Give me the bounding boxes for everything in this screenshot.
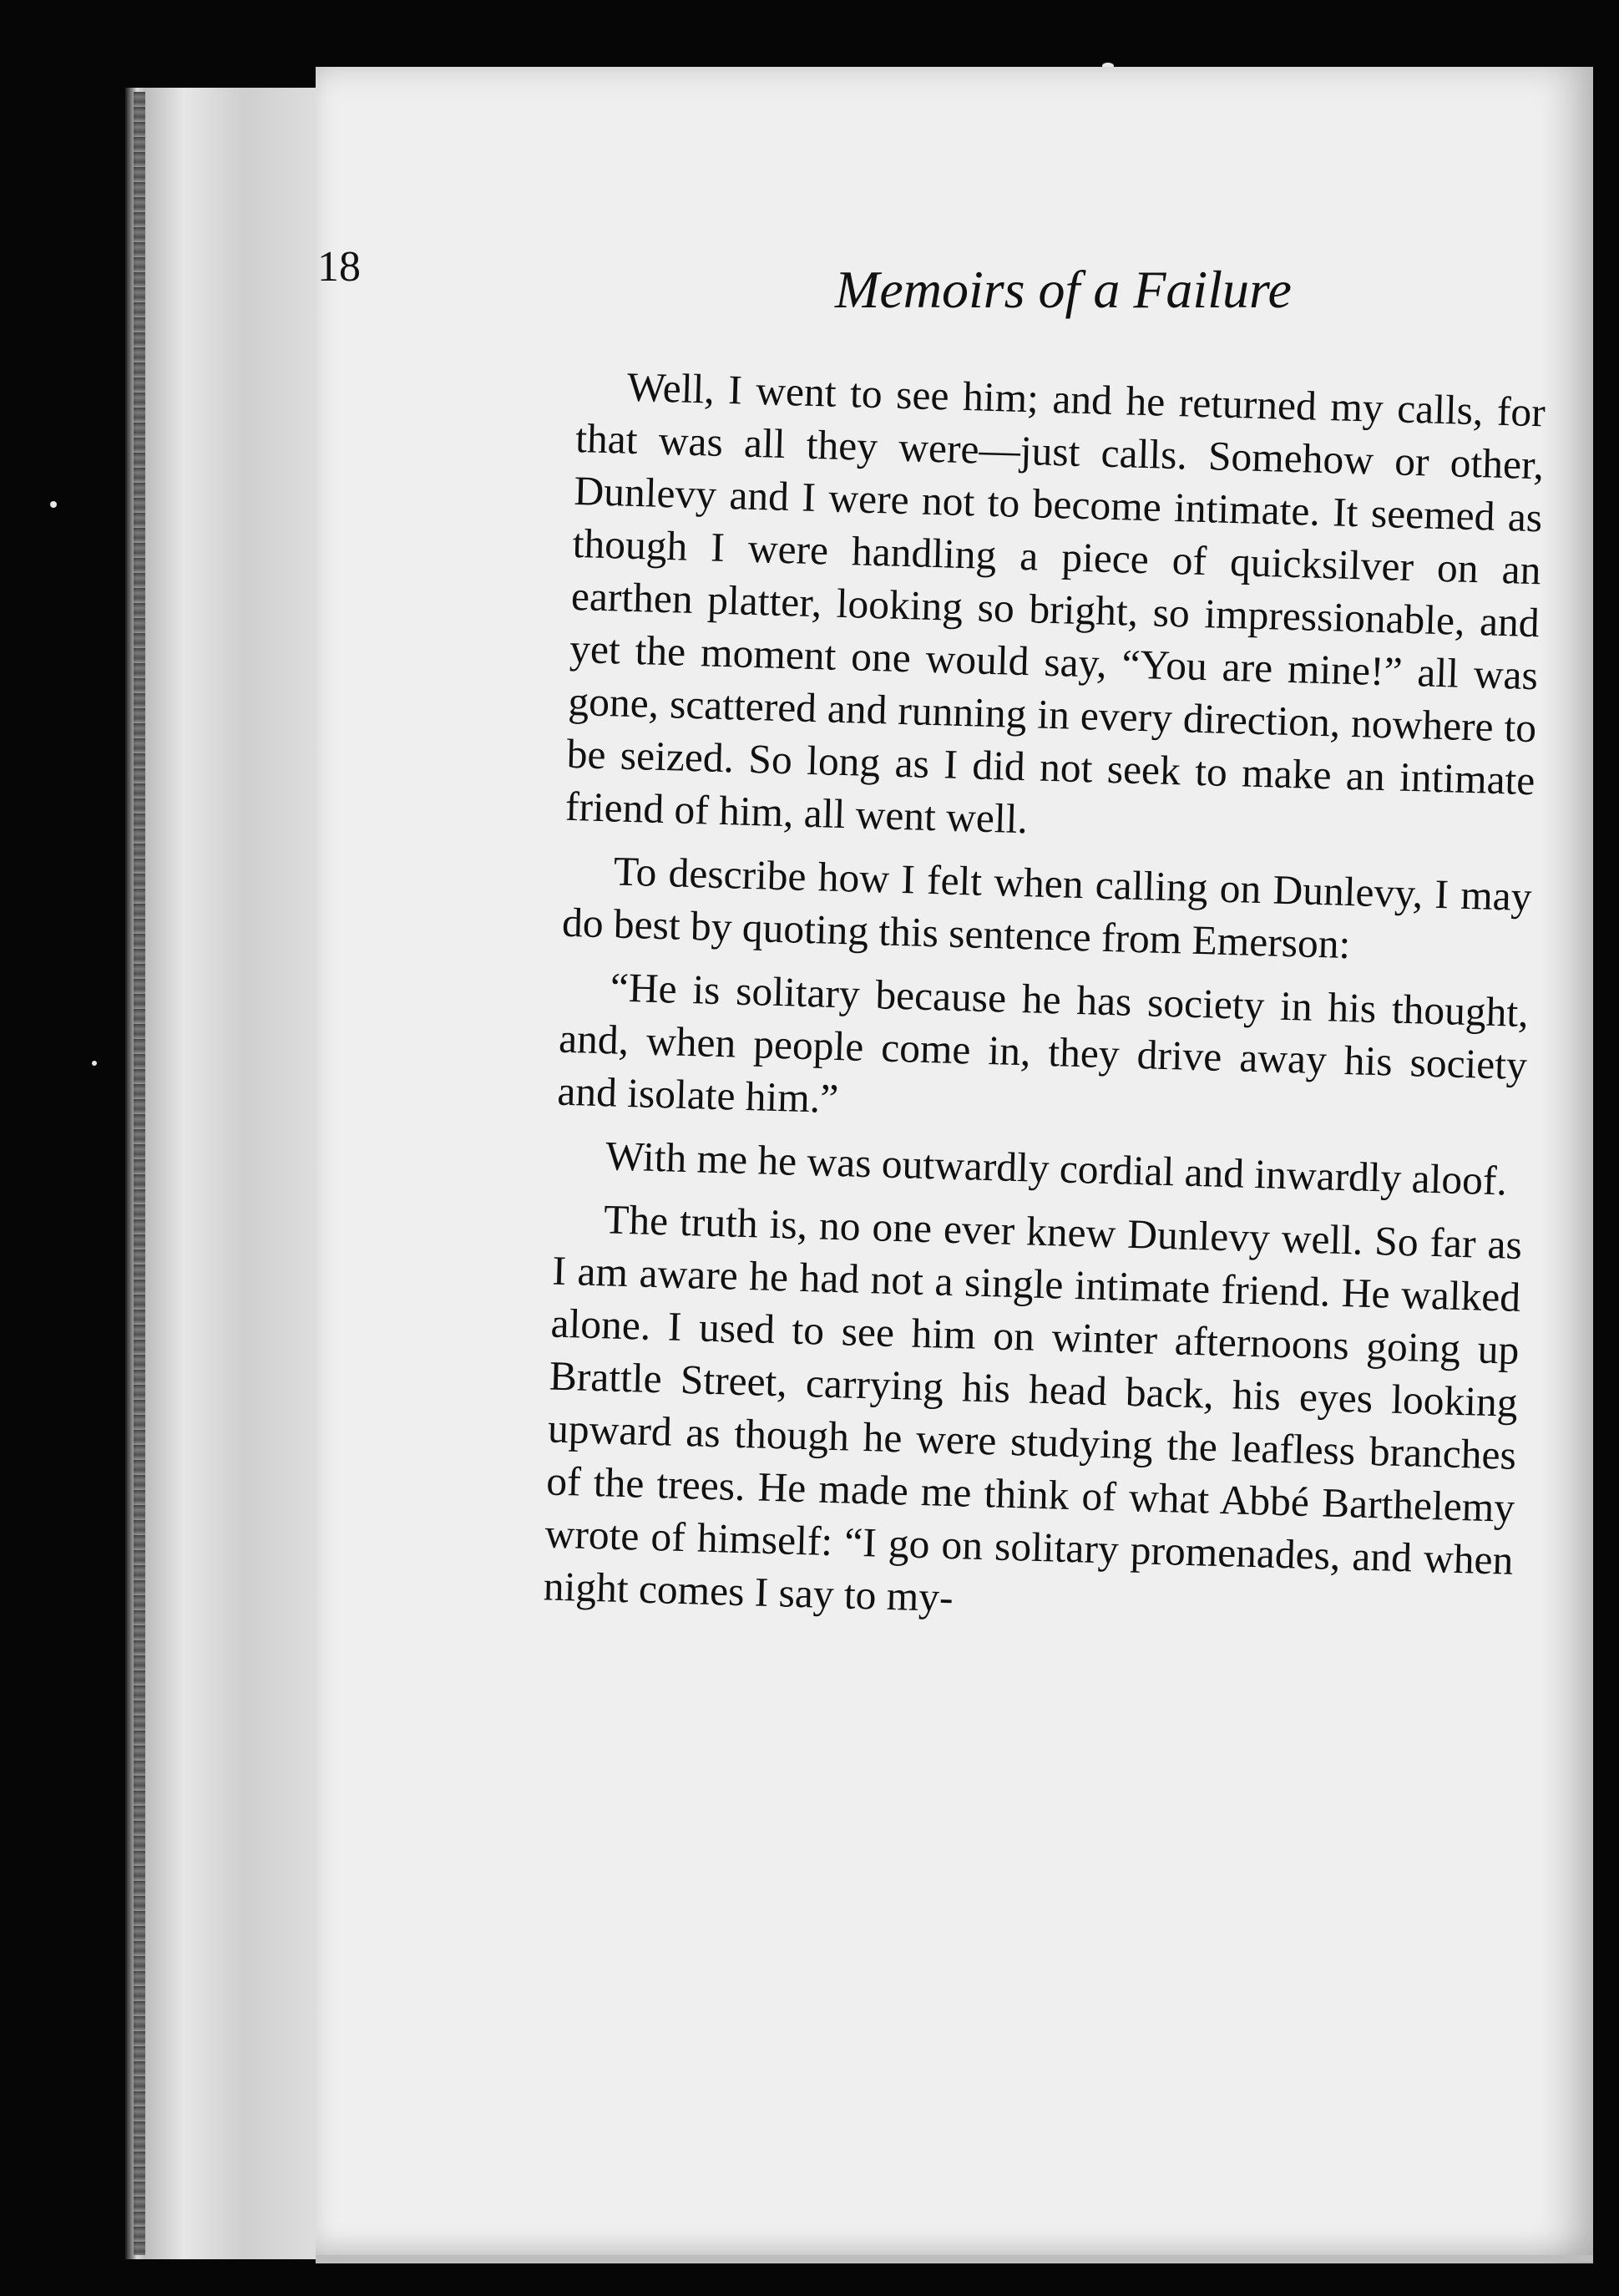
paragraph: With me he was outwardly cordial and inwardly aloof.	[605, 1133, 1508, 1204]
dust-speck	[92, 1061, 97, 1066]
block-quote: “He is solitary because he has society in his thought, and, when people come in, they drive away his society and isolate him.”	[556, 964, 1530, 1123]
paragraph: The truth is, no one ever knew Dunlevy well. So far as I am aware he had not a single intimate friend. He walked alone. I used to see him on winter afternoons going up Brattle Street, carrying his head back, his eyes looking upward as though he were studying the leafless branches of the trees. He made me think of what Abbé Barthelemy wrote of himself: “I go on solitary promenades, and when night comes I say to my-	[543, 1196, 1523, 1621]
book-binding-edge	[125, 88, 323, 2259]
paragraph: To describe how I felt when calling on Dunlevy, I may do best by quoting this sentence from Emerson:	[561, 848, 1533, 968]
page-number: 18	[317, 243, 361, 291]
body-text	[543, 359, 1546, 1650]
page-bottom-edge	[316, 2255, 1593, 2262]
binding-shadow	[134, 92, 145, 2255]
running-title: Memoirs of a Failure	[835, 260, 1292, 319]
dust-speck	[50, 501, 57, 508]
paragraph: Well, I went to see him; and he returned my calls, for that was all they were—just calls. Somehow or other, Dunlevy and I were not to become intimate. It seemed as though I were handling a piece of quicksilver on an earthen platter, looking so bright, so impressionable, and yet the moment one would say, “You are mine!” all was gone, scattered and running in every direction, nowhere to be seized. So long as I did not seek to make an intimate friend of him, all went well.	[564, 363, 1546, 843]
